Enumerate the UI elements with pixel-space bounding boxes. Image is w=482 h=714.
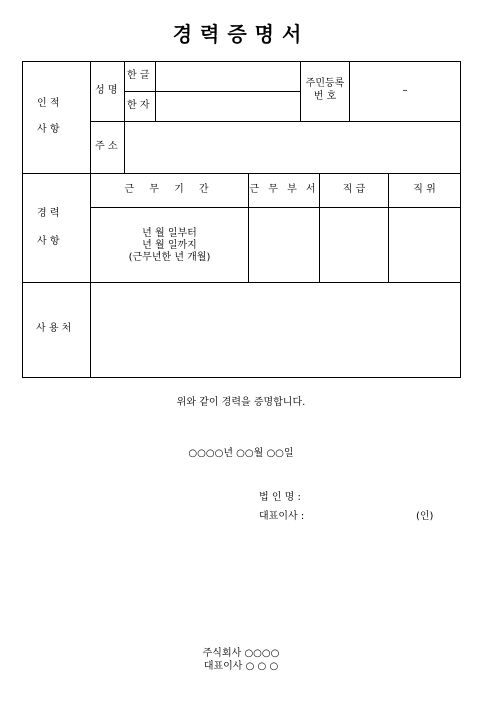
header-grade: 직 급	[342, 184, 366, 195]
name-hanja-label: 한 자	[127, 100, 150, 111]
divider-personal-career	[22, 173, 461, 174]
personal-section-label-1: 인 적	[37, 98, 60, 109]
personal-section-label-2: 사 항	[37, 124, 60, 135]
period-duration: (근무년한 년 개월)	[128, 252, 211, 263]
header-work-department: 근 무 부 서	[249, 184, 319, 195]
header-work-period: 근 무 기 간	[124, 184, 215, 195]
seal-mark: (인)	[416, 511, 434, 522]
footer-company: 주식회사 ○○○○	[202, 648, 280, 659]
period-to: 년 월 일까지	[142, 240, 197, 251]
career-section-label-1: 경 력	[37, 208, 60, 219]
name-hanja-field[interactable]	[156, 92, 299, 121]
header-position: 직 위	[413, 184, 436, 195]
address-label: 주 소	[95, 141, 118, 152]
name-hangul-label: 한 글	[127, 70, 150, 81]
representative-label: 대표이사 :	[259, 511, 305, 522]
rrn-label-1: 주민등록	[305, 78, 345, 89]
document-title: 경력증명서	[172, 22, 310, 46]
rrn-value-field[interactable]: –	[402, 85, 408, 96]
position-field[interactable]	[389, 208, 460, 282]
period-from: 년 월 일부터	[142, 228, 197, 239]
career-section-label-2: 사 항	[37, 236, 60, 247]
corporation-name-label: 법 인 명 :	[259, 492, 301, 503]
name-label: 성 명	[95, 85, 118, 96]
name-hangul-field[interactable]	[156, 62, 299, 91]
address-field[interactable]	[125, 122, 460, 173]
table-border-bottom	[22, 377, 461, 378]
usage-field[interactable]	[91, 283, 460, 377]
department-field[interactable]	[249, 208, 319, 282]
table-border-right	[460, 61, 461, 378]
grade-field[interactable]	[320, 208, 388, 282]
usage-label: 사 용 처	[36, 323, 72, 334]
issue-date: ○○○○년 ○○월 ○○일	[188, 448, 294, 459]
rrn-label-2: 번 호	[313, 91, 337, 102]
table-border-left	[22, 61, 23, 378]
footer-ceo: 대표이사 ○ ○ ○	[203, 661, 279, 672]
certify-statement: 위와 같이 경력을 증명합니다.	[176, 397, 306, 408]
